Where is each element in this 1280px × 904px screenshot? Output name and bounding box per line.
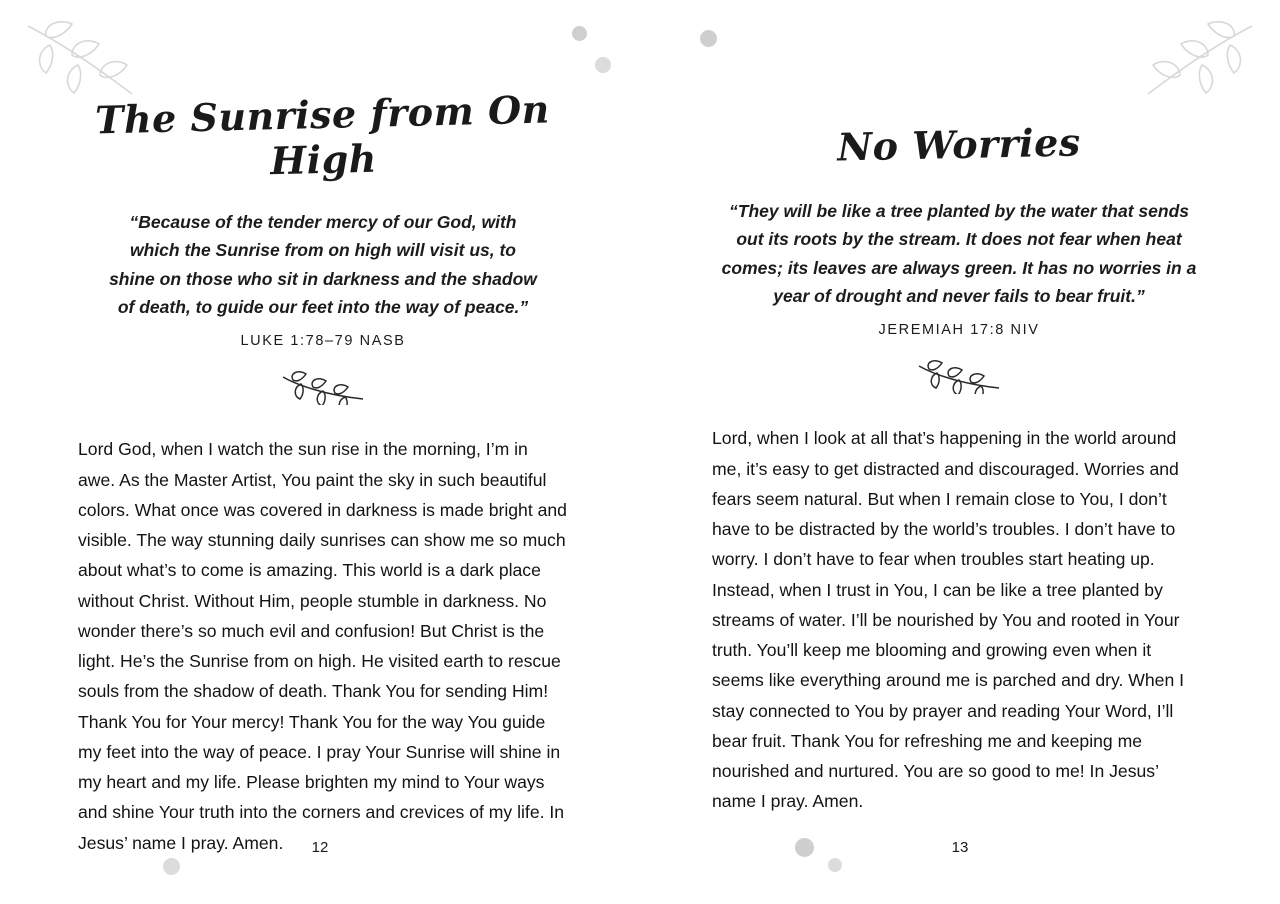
scripture-reference: JEREMIAH 17:8 NIV — [878, 322, 1040, 339]
page-title: No Worries — [836, 119, 1082, 170]
leaf-sprig-icon — [78, 371, 568, 410]
prayer-text: Lord, when I look at all that’s happening in the world around me, it’s easy to get distracted and discouraged. Worries and fears seem natural. But when I remain close to You, I don’t have to be distracted by the world’s troubles. I don’t have to worry. I don’t have to fear when troubles start heating up. Instead, when I trust in You, I can be like a tree planted by streams of water. I’ll be nourished by You and rooted in Your truth. You’ll keep me blooming and growing even when it seems like everything around me is parched and dry. When I stay connected to You by prayer and reading Your Word, I’ll bear fruit. Thank You for refreshing me and keeping me nourished and nurtured. You are so good to me! In Jesus’ name I pray. Amen. — [712, 428, 1185, 812]
page-number: 13 — [951, 839, 969, 856]
prayer-text: Lord God, when I watch the sun rise in the morning, I’m in awe. As the Master Artist, You paint the sky in such beautiful colors. What once was covered in darkness is made bright and visible. The way stunning daily sunrises can show me so much about what’s to come is amazing. This world is a dark place without Christ. Without Him, people stumble in darkness. No wonder there’s so much evil and confusion! But Christ is the light. He’s the Sunrise from on high. He visited earth to rescue souls from the shadow of death. Thank You for sending Him! Thank You for Your mercy! Thank You for the way You guide my feet into the way of peace. I pray Your Sunrise will shine in my heart and my life. Please brighten my mind to Your ways and shine Your truth into the corners and crevices of my life. In Jesus’ name I pray. Amen. — [78, 439, 567, 853]
scripture-reference: LUKE 1:78–79 NASB — [240, 333, 406, 350]
page-title: The Sunrise from On High — [94, 86, 551, 184]
scripture-verse: “Because of the tender mercy of our God, with which the Sunrise from on high will visit us, to shine on those who sit in darkness and the shadow of death, to guide our feet into the way of peace.” — [109, 212, 537, 318]
leaf-sprig-icon — [712, 360, 1206, 399]
page-number: 12 — [311, 839, 329, 856]
scripture-verse: “They will be like a tree planted by the water that sends out its roots by the stream. It does not fear when heat comes; its leaves are always green. It has no worries in a year of drought and never fails to bear fruit.” — [721, 201, 1197, 307]
page-right — [640, 0, 1280, 904]
